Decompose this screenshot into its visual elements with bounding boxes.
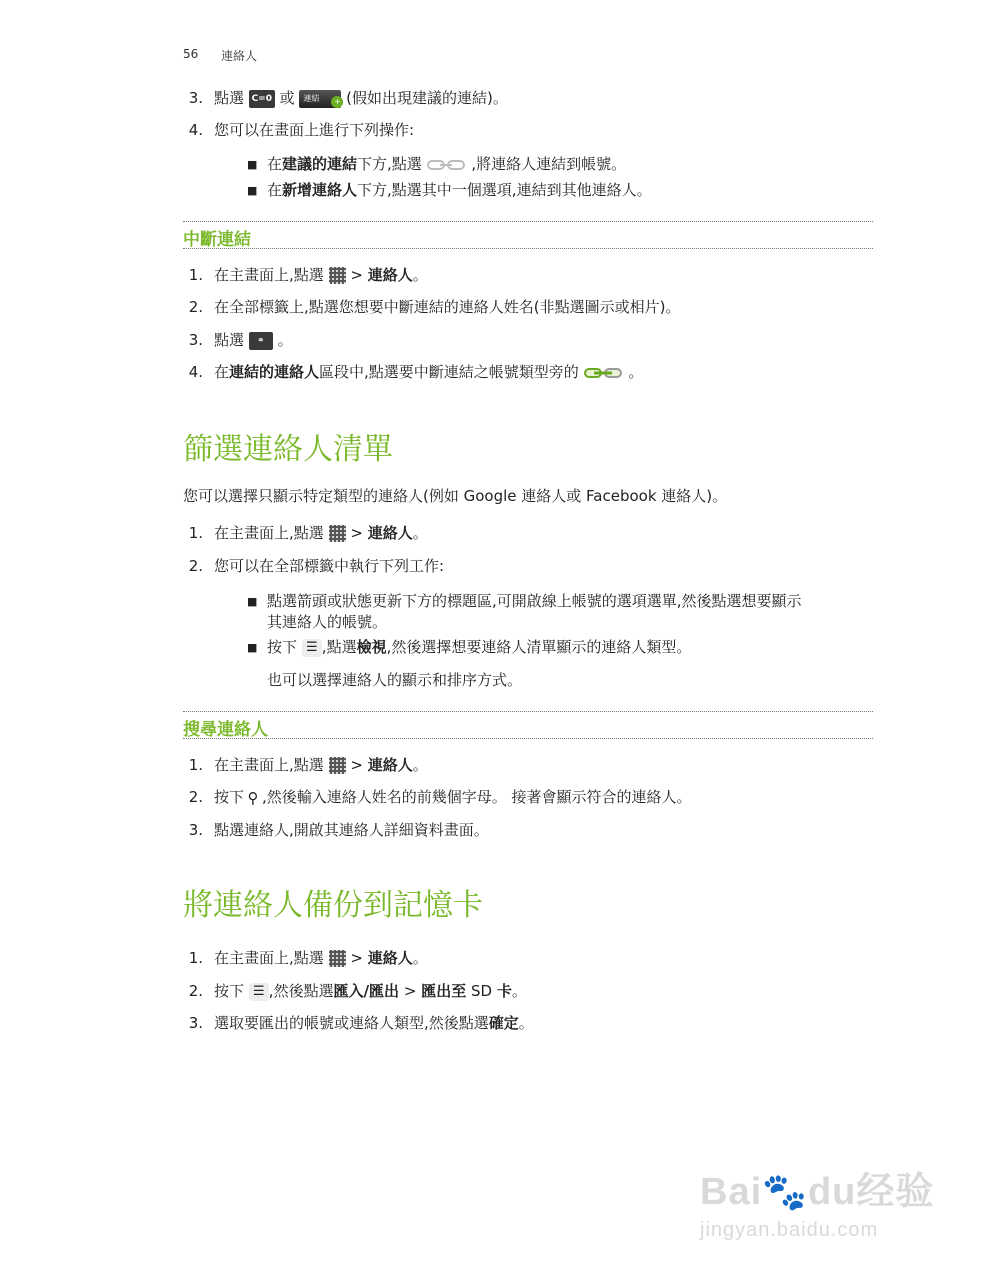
menu-icon[interactable]: ☰	[249, 983, 269, 1001]
link-icon[interactable]: C=0	[249, 90, 275, 108]
bullet-icon: ■	[247, 158, 258, 171]
section-title-filter: 篩選連絡人清單	[183, 432, 393, 467]
baidu-watermark: Bai🐾du经验 jingyan.baidu.com	[700, 1171, 935, 1241]
page-number: 56	[183, 47, 199, 61]
menu-icon[interactable]: ☰	[302, 639, 322, 657]
add-badge-icon: +	[331, 96, 343, 108]
all-apps-icon[interactable]	[329, 757, 346, 774]
filter-bullet-1-cont: 其連絡人的帳號。	[267, 613, 388, 631]
linked-contacts-icon[interactable]: ⚭	[249, 332, 273, 350]
all-apps-icon[interactable]	[329, 950, 346, 967]
section-title-backup: 將連絡人備份到記憶卡	[183, 888, 483, 923]
all-apps-icon[interactable]	[329, 525, 346, 542]
section-heading-search: 搜尋連絡人	[183, 711, 873, 739]
section-heading-unlink: 中斷連結	[183, 221, 873, 249]
filter-note: 也可以選擇連絡人的顯示和排序方式。	[267, 671, 523, 689]
bullet-icon: ■	[247, 641, 258, 654]
link-button[interactable]: 連結 +	[299, 90, 341, 108]
paw-icon: 🐾	[762, 1171, 808, 1212]
bullet-icon: ■	[247, 184, 258, 197]
search-icon[interactable]: ⚲	[247, 788, 259, 807]
chain-link-icon[interactable]	[427, 158, 467, 172]
bullet-icon: ■	[247, 595, 258, 608]
all-apps-icon[interactable]	[329, 267, 346, 284]
unlink-chain-icon[interactable]	[584, 366, 624, 380]
filter-intro: 您可以選擇只顯示特定類型的連絡人(例如 Google 連絡人或 Facebook 連絡人)。	[183, 487, 728, 505]
chapter-title: 連絡人	[221, 49, 258, 63]
